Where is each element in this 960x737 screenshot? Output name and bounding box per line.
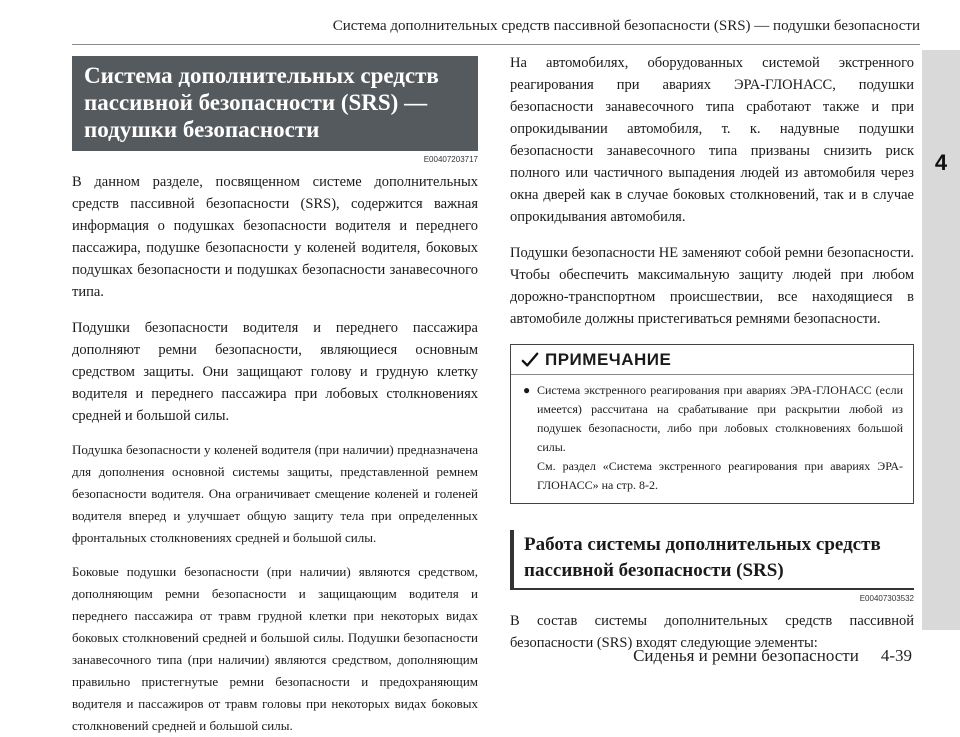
paragraph-knee-airbag: Подушка безопасности у коленей водителя (при наличии) предназначена для дополнения основной системы защиты, представленной ремнем безопасности водителя. Она ограничивает смещение коленей и голеней водителя вперед и улучшает общую защиту тела при определенных фронтальных столкновениях средней и большой силы. <box>72 442 478 545</box>
bullet-icon: ● <box>523 383 531 397</box>
footer-section-name: Сиденья и ремни безопасности <box>633 646 859 665</box>
page-number: 4-39 <box>880 646 912 665</box>
note-text-reference: См. раздел «Система экстренного реагирования при авариях ЭРА-ГЛОНАСС» на стр. 8-2. <box>537 459 903 492</box>
paragraph-intro: В данном разделе, посвященном системе дополнительных средств пассивной безопасности (SRS), содержится важная информация о подушках безопасности водителя и переднего пассажира, подушке безопасности у коленей водителя, боковых подушках безопасности и подушках безопасности занавесочного типа. <box>72 174 478 300</box>
note-header <box>511 345 913 375</box>
note-text-main: Система экстренного реагирования при авариях ЭРА-ГЛОНАСС (если имеется) рассчитана на срабатывание при раскрытии любой из подушек безопасности, либо при лобовых столкновениях большой силы. <box>537 383 903 454</box>
section-code: E00407203717 <box>423 155 478 164</box>
chapter-number: 4 <box>934 150 948 175</box>
note-item <box>511 375 913 495</box>
subsection-code: E00407303532 <box>859 594 914 603</box>
note-title: ПРИМЕЧАНИЕ <box>545 350 672 369</box>
page-footer <box>633 646 912 666</box>
left-column <box>72 56 478 737</box>
subsection-heading: Работа системы дополнительных средств пассивной безопасности (SRS) <box>510 530 914 590</box>
header-divider <box>72 44 920 45</box>
right-column <box>510 46 914 654</box>
note-box <box>510 344 914 504</box>
paragraph-seatbelts: Подушки безопасности НЕ заменяют собой ремни безопасности. Чтобы обеспечить максимальную защиту людей при любом дорожно-транспортном происшествии, все находящиеся в автомобиле должны пристегиваться ремнями безопасности. <box>510 245 914 327</box>
paragraph-components: В состав системы дополнительных средств пассивной безопасности (SRS) входят следующие элементы: <box>510 613 914 651</box>
paragraph-side-airbags: Боковые подушки безопасности (при наличии) являются средством, дополняющим ремни безопасности и защищающим водителя и переднего пассажира от травм грудной клетки при некоторых видах боковых столкновений средней и большой силы. Подушки безопасности занавесочного типа (при наличии) являются средством, дополняющим правильно пристегнутые ремни безопасности и предохраняющим водителя и пассажиров от травм головы при некоторых видах боковых столкновений средней и большой силы. <box>72 564 478 733</box>
paragraph-front-airbags: Подушки безопасности водителя и переднего пассажира дополняют ремни безопасности, являющиеся основным средством защиты. Они защищают голову и грудную клетку водителя и переднего пассажира при лобовых столкновениях средней и большой силы. <box>72 320 478 424</box>
section-heading: Система дополнительных средств пассивной безопасности (SRS) — подушки безопасности <box>72 56 478 151</box>
paragraph-rollover: На автомобилях, оборудованных системой экстренного реагирования при авариях ЭРА-ГЛОНАСС, подушки безопасности занавесочного типа сработают также и при опрокидывании автомобиля, т. к. надувные подушки безопасности занавесочного типа призваны снизить риск полного или частичного выпадения людей из автомобиля через окна дверей как в случае боковых столкновений, так и в случае опрокидывания автомобиля. <box>510 55 914 225</box>
pencil-check-icon <box>521 351 539 369</box>
running-header: Система дополнительных средств пассивной безопасности (SRS) — подушки безопасности <box>332 18 920 34</box>
chapter-tab <box>922 50 960 630</box>
